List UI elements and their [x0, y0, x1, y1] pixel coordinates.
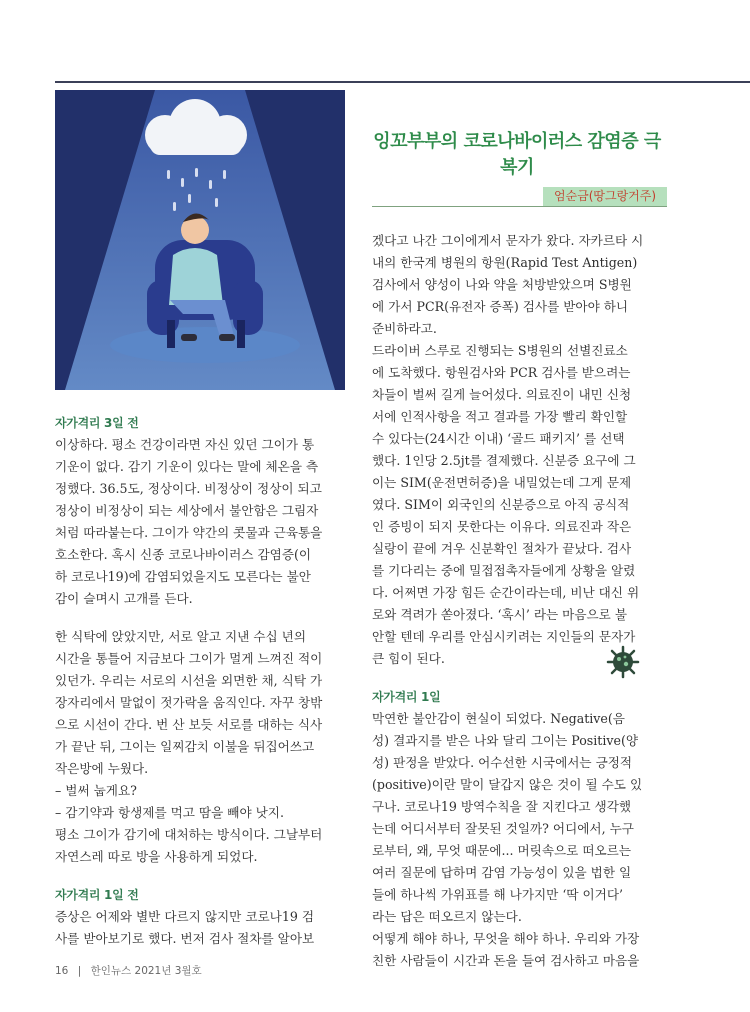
text-line: 성) 판정을 받았다. 어수선한 시국에서는 긍정적	[372, 755, 633, 770]
publication-name: 한인뉴스 2021년 3월호	[90, 965, 202, 977]
text-line: 에 가서 PCR(유전자 증폭) 검사를 받아야 하니	[372, 299, 629, 314]
text-line: 실랑이 끝에 겨우 신분확인 절차가 끝났다. 검사	[372, 541, 632, 556]
text-line: – 감기약과 항생제를 먹고 땀을 빼야 낫지.	[55, 805, 284, 820]
section-heading: 자가격리 3일 전	[55, 416, 139, 430]
text-line: 자연스레 따로 방을 사용하게 되었다.	[55, 849, 258, 864]
text-line: 감이 슬며시 고개를 든다.	[55, 591, 193, 606]
text-line: (positive)이란 말이 달갑지 않은 것이 될 수도 있	[372, 777, 643, 792]
left-column	[55, 412, 347, 950]
text-line: 어떻게 해야 하나, 무엇을 해야 하나. 우리와 가장	[372, 931, 640, 946]
sad-man-rain-cloud-illustration	[55, 90, 345, 390]
section-heading: 자가격리 1일 전	[55, 888, 139, 902]
text-line: 정했다. 36.5도, 정상이다. 비정상이 정상이 되고	[55, 481, 322, 496]
text-line: 했다. 1인당 2.5jt를 결제했다. 신분증 요구에 그	[372, 453, 636, 468]
text-line: 호소한다. 혹시 신종 코로나바이러스 감염증(이	[55, 547, 312, 562]
article-title: 잉꼬부부의 코로나바이러스 감염증 극복기	[373, 131, 661, 178]
text-line: 사를 받아보기로 했다. 번저 검사 절차를 알아보	[55, 931, 315, 946]
text-line: 가 끝난 뒤, 그이는 일찌감치 이불을 뒤집어쓰고	[55, 739, 315, 754]
author-badge: 엄순금(땅그랑거주)	[543, 187, 667, 206]
text-line: 라는 답은 떠오르지 않는다.	[372, 909, 522, 924]
paragraph-gap	[55, 610, 347, 626]
text-line: 성) 결과지를 받은 나와 달리 그이는 Positive(양	[372, 733, 639, 748]
text-line: 검사에서 양성이 나와 약을 처방받았으며 S병원	[372, 277, 632, 292]
text-line: 한 식탁에 앉았지만, 서로 알고 지낸 수십 년의	[55, 629, 307, 644]
text-line: 수 있다는(24시간 이내) ‘골드 패키지’ 를 선택	[372, 431, 625, 446]
text-line: 를 기다리는 중에 밀접접촉자들에게 상황을 알렸	[372, 563, 636, 578]
text-line: 이상하다. 평소 건강이라면 자신 있던 그이가 통	[55, 437, 315, 452]
footer-separator: |	[77, 965, 82, 977]
text-line: 는데 어디서부터 잘못된 것일까? 어디에서, 누구	[372, 821, 634, 836]
text-line: 서에 인적사항을 적고 결과를 가장 빨리 확인할	[372, 409, 628, 424]
virus-icon	[606, 645, 640, 679]
page-number: 16	[55, 965, 69, 977]
text-line: 안할 텐데 우리를 안심시키려는 지인들의 문자가	[372, 629, 636, 644]
text-line: 였다. SIM이 외국인의 신분증으로 아직 공식적	[372, 497, 630, 512]
right-column	[372, 230, 664, 972]
text-line: 차들이 벌써 길게 늘어섰다. 의료진이 내민 신청	[372, 387, 632, 402]
text-line: 기운이 없다. 감기 기운이 있다는 말에 체온을 측	[55, 459, 319, 474]
top-rule	[55, 81, 750, 83]
text-line: 드라이버 스루로 진행되는 S병원의 선별진료소	[372, 343, 628, 358]
text-line: 인 증빙이 되지 못한다는 이유다. 의료진과 작은	[372, 519, 632, 534]
text-line: 내의 한국계 병원의 항원(Rapid Test Antigen)	[372, 255, 638, 270]
text-line: 구나. 코로나19 방역수칙을 잘 지킨다고 생각했	[372, 799, 632, 814]
text-line: 다. 어쩌면 가장 힘든 순간이라는데, 비난 대신 위	[372, 585, 640, 600]
text-line: 들에 하나씩 가위표를 해 나가지만 ‘딱 이거다’	[372, 887, 624, 902]
text-line: 친한 사람들이 시간과 돈을 들여 검사하고 마음을	[372, 953, 640, 968]
text-line: 막연한 불안감이 현실이 되었다. Negative(음	[372, 711, 625, 726]
page-footer	[55, 963, 208, 978]
text-line: 겠다고 나간 그이에게서 문자가 왔다. 자카르타 시	[372, 233, 644, 248]
text-line: – 벌써 눕게요?	[55, 783, 137, 798]
text-line: 에 도착했다. 항원검사와 PCR 검사를 받으려는	[372, 365, 631, 380]
text-line: 장자리에서 말없이 젓가락을 움직인다. 자꾸 창밖	[55, 695, 323, 710]
text-line: 큰 힘이 된다.	[372, 651, 445, 666]
text-line: 하 코로나19)에 감염되었을지도 모른다는 불안	[55, 569, 311, 584]
text-line: 로와 격려가 쏟아졌다. ‘혹시’ 라는 마음으로 불	[372, 607, 628, 622]
text-line: 준비하라고.	[372, 321, 437, 336]
title-rule	[372, 206, 667, 207]
text-line: 평소 그이가 감기에 대처하는 방식이다. 그날부터	[55, 827, 323, 842]
text-line: 정상이 비정상이 되는 세상에서 불안함은 그림자	[55, 503, 319, 518]
text-line: 있던가. 우리는 서로의 시선을 외면한 채, 식탁 가	[55, 673, 323, 688]
paragraph-gap	[55, 868, 347, 884]
text-line: 작은방에 누웠다.	[55, 761, 149, 776]
text-line: 여러 질문에 답하며 감염 가능성이 있을 법한 일	[372, 865, 632, 880]
text-line: 으로 시선이 간다. 번 산 보듯 서로를 대하는 식사	[55, 717, 323, 732]
section-heading: 자가격리 1일	[372, 690, 441, 704]
text-line: 시간을 통틀어 지금보다 그이가 멀게 느껴진 적이	[55, 651, 323, 666]
text-line: 처럼 따라붙는다. 그이가 약간의 콧물과 근육통을	[55, 525, 323, 540]
text-line: 이는 SIM(운전면허증)을 내밀었는데 그게 문제	[372, 475, 632, 490]
text-line: 로부터, 왜, 무엇 때문에... 머릿속으로 떠오르는	[372, 843, 632, 858]
text-line: 증상은 어제와 별반 다르지 않지만 코로나19 검	[55, 909, 315, 924]
